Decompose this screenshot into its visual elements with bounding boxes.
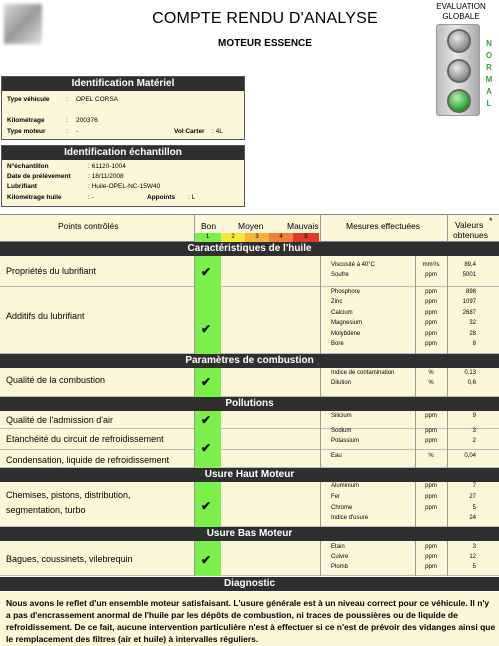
measure-value: 89,4 <box>464 262 476 268</box>
traffic-light-icon <box>436 24 480 116</box>
measure-unit: ppm <box>425 483 437 489</box>
measure-value: 5 <box>472 505 476 511</box>
measure-value: 12 <box>469 554 476 560</box>
lamp-middle-icon <box>447 59 471 83</box>
evaluation-title-line-2: GLOBALE <box>442 12 480 21</box>
lubrifiant-label: Lubrifiant <box>7 183 37 190</box>
lubrifiant-value: : Huile-OPEL-NC-15W40 <box>88 183 161 190</box>
numero-value: : 61120-1004 <box>88 163 126 170</box>
section-diagnostic: Diagnostic <box>0 577 499 591</box>
measure-value: 27 <box>469 494 476 500</box>
type-vehicule-sep: : <box>66 96 68 103</box>
evaluation-status <box>484 38 494 110</box>
numero-label: N°échantillon <box>7 163 49 170</box>
appoints-value: : L <box>188 194 196 201</box>
table-header <box>0 214 499 242</box>
status-letter: R <box>486 63 492 72</box>
type-moteur-sep: : <box>66 128 68 135</box>
measure-name: Eau <box>331 453 342 459</box>
check-icon: ✔ <box>201 375 212 389</box>
point-condensation: Condensation, liquide de refroidissement <box>6 455 170 465</box>
measure-unit: % <box>428 380 434 386</box>
measure-unit: ppm <box>425 505 437 511</box>
scale-5: 5 <box>293 233 319 242</box>
vol-carter-value: : 4L <box>212 128 223 135</box>
measure-unit: % <box>428 453 434 459</box>
measure-value: 1097 <box>462 299 476 305</box>
column-divider <box>194 214 195 576</box>
measure-value: 0,04 <box>464 453 476 459</box>
measure-unit: ppm <box>425 544 437 550</box>
header-points: Points contrôlés <box>58 221 119 231</box>
lamp-bottom-on-icon <box>447 89 471 113</box>
section-pollutions: Pollutions <box>0 397 499 411</box>
scale-4: 4 <box>269 233 293 242</box>
section-bas-moteur: Usure Bas Moteur <box>0 527 499 541</box>
measure-value: 7 <box>472 483 476 489</box>
measure-value: 2 <box>472 438 476 444</box>
lamp-top-icon <box>447 29 471 53</box>
column-divider <box>447 214 448 576</box>
measure-name: Viscosité à 40°C <box>331 262 375 268</box>
measure-name: Aluminium <box>331 483 360 489</box>
date-label: Date de prélèvement <box>7 173 71 180</box>
column-divider <box>320 214 321 576</box>
materiel-heading: Identification Matériel <box>2 77 244 91</box>
measure-value: 898 <box>465 289 476 295</box>
measure-value: 28 <box>469 331 476 337</box>
point-bas-moteur: Bagues, coussinets, vilebrequin <box>6 554 133 564</box>
measure-name: Fer <box>331 494 340 500</box>
measure-name: Calcium <box>331 310 353 316</box>
header-valeurs: Valeurs <box>455 220 484 230</box>
measure-value: 0,13 <box>464 370 476 376</box>
type-vehicule-label: Type véhicule <box>7 96 50 103</box>
diagnostic-text: Nous avons le reflet d'un ensemble moteur satisfaisant. L'usure générale est à un niveau correct pour ce véhicule. Il n'y a pas d'encrassement anormal de l'huile par les dépôts de combustion, ni traces de poussières ou de liquide de refroidissement. De ce fait, aucune intervention particulière n'est à effectuer si ce n'est de prévoir des vidanges ainsi que le remplacement des filtres (air et huile) à intervalles réguliers. <box>6 598 496 644</box>
materiel-panel <box>1 76 245 140</box>
header-bon: Bon <box>201 221 217 231</box>
measure-name: Etain <box>331 544 345 550</box>
measure-name: Bore <box>331 341 344 347</box>
point-proprietes: Propriétés du lubrifiant <box>6 266 97 276</box>
type-vehicule-value: OPEL CORSA <box>76 96 119 103</box>
measure-value: 3 <box>472 428 476 434</box>
measure-unit: ppm <box>425 299 437 305</box>
header-obtenues: obtenues <box>453 230 488 240</box>
measure-name: Indice de contamination <box>331 370 395 376</box>
measure-name: Dilution <box>331 380 352 386</box>
measure-unit: ppm <box>425 494 437 500</box>
check-icon: ✔ <box>201 322 212 336</box>
point-haut-moteur-2: segmentation, turbo <box>6 505 86 515</box>
measure-unit: ppm <box>425 272 437 278</box>
company-logo <box>4 4 42 44</box>
measure-name: Potassium <box>331 438 360 444</box>
measure-value: 2687 <box>462 310 476 316</box>
measure-unit: ppm <box>425 428 437 434</box>
measure-unit: % <box>428 370 434 376</box>
header-moyen: Moyen <box>238 221 264 231</box>
type-moteur-value: - <box>76 128 79 135</box>
measure-value: 3 <box>472 544 476 550</box>
check-icon: ✔ <box>201 499 212 513</box>
measure-unit: ppm <box>425 438 437 444</box>
measure-name: Soufre <box>331 272 349 278</box>
measure-value: 32 <box>469 320 476 326</box>
measure-name: Zinc <box>331 299 343 305</box>
header-mesures: Mesures effectuées <box>346 221 421 231</box>
measure-value: 5 <box>472 564 476 570</box>
measure-value: 5001 <box>462 272 476 278</box>
measure-value: 24 <box>469 515 476 521</box>
point-admission: Qualité de l'admission d'air <box>6 415 113 425</box>
measure-unit: ppm <box>425 341 437 347</box>
kilometrage-value: 200376 <box>76 117 98 124</box>
echantillon-heading: Identification échantillon <box>2 146 244 160</box>
measure-name: Plomb <box>331 564 349 570</box>
check-icon: ✔ <box>201 441 212 455</box>
header-mauvais: Mauvais <box>287 221 319 231</box>
status-letter: N <box>486 39 492 48</box>
point-haut-moteur-1: Chemises, pistons, distribution, <box>6 490 131 500</box>
measure-unit: ppm <box>425 310 437 316</box>
status-letter: O <box>485 51 493 60</box>
section-caracteristiques: Caractéristiques de l'huile <box>0 242 499 256</box>
kilometrage-sep: : <box>66 117 68 124</box>
measure-unit: ppm <box>425 289 437 295</box>
check-icon: ✔ <box>201 553 212 567</box>
measure-unit: mm²/s <box>422 262 440 268</box>
date-value: : 18/11/2008 <box>88 173 124 180</box>
status-letter: L <box>486 99 492 108</box>
measure-value: 0,6 <box>467 380 476 386</box>
check-icon: ✔ <box>201 265 212 279</box>
section-haut-moteur: Usure Haut Moteur <box>0 468 499 482</box>
km-huile-value: : - <box>88 194 94 201</box>
measure-unit: ppm <box>425 564 437 570</box>
measure-name: Silicium <box>331 413 352 419</box>
scale-3: 3 <box>245 233 269 242</box>
measure-name: Sodium <box>331 428 352 434</box>
measure-unit: ppm <box>425 331 437 337</box>
report-title: COMPTE RENDU D'ANALYSE <box>152 10 378 27</box>
kilometrage-label: Kilométrage <box>7 117 45 124</box>
echantillon-panel <box>1 145 245 207</box>
measure-name: Molybdène <box>331 331 361 337</box>
header-valeurs-asterisk: * <box>489 216 493 226</box>
measure-unit: ppm <box>425 320 437 326</box>
point-additifs: Additifs du lubrifiant <box>6 311 85 321</box>
point-combustion: Qualité de la combustion <box>6 375 106 385</box>
measure-name: Chrome <box>331 505 353 511</box>
point-etancheite: Etanchéité du circuit de refroidissement <box>6 434 164 444</box>
measure-name: Cuivre <box>331 554 349 560</box>
measure-unit: ppm <box>425 554 437 560</box>
evaluation-title <box>425 2 497 22</box>
measure-value: 9 <box>472 413 476 419</box>
type-moteur-label: Type moteur <box>7 128 46 135</box>
measure-name: Phosphore <box>331 289 361 295</box>
scale-2: 2 <box>221 233 245 242</box>
check-icon: ✔ <box>201 413 212 427</box>
km-huile-label: Kilométrage huile <box>7 194 62 201</box>
status-letter: A <box>486 87 492 96</box>
evaluation-title-line-1: EVALUATION <box>436 2 486 11</box>
measure-unit: ppm <box>425 413 437 419</box>
appoints-label: Appoints <box>147 194 176 201</box>
scale-1: 1 <box>194 233 221 242</box>
measure-name: Magnesium <box>331 320 363 326</box>
measure-value: 8 <box>472 341 476 347</box>
section-combustion: Paramètres de combustion <box>0 354 499 368</box>
vol-carter-label: Vol Carter <box>174 128 205 135</box>
report-subtitle: MOTEUR ESSENCE <box>218 38 312 49</box>
measure-name: Indice d'usure <box>331 515 369 521</box>
status-letter: M <box>485 75 493 84</box>
